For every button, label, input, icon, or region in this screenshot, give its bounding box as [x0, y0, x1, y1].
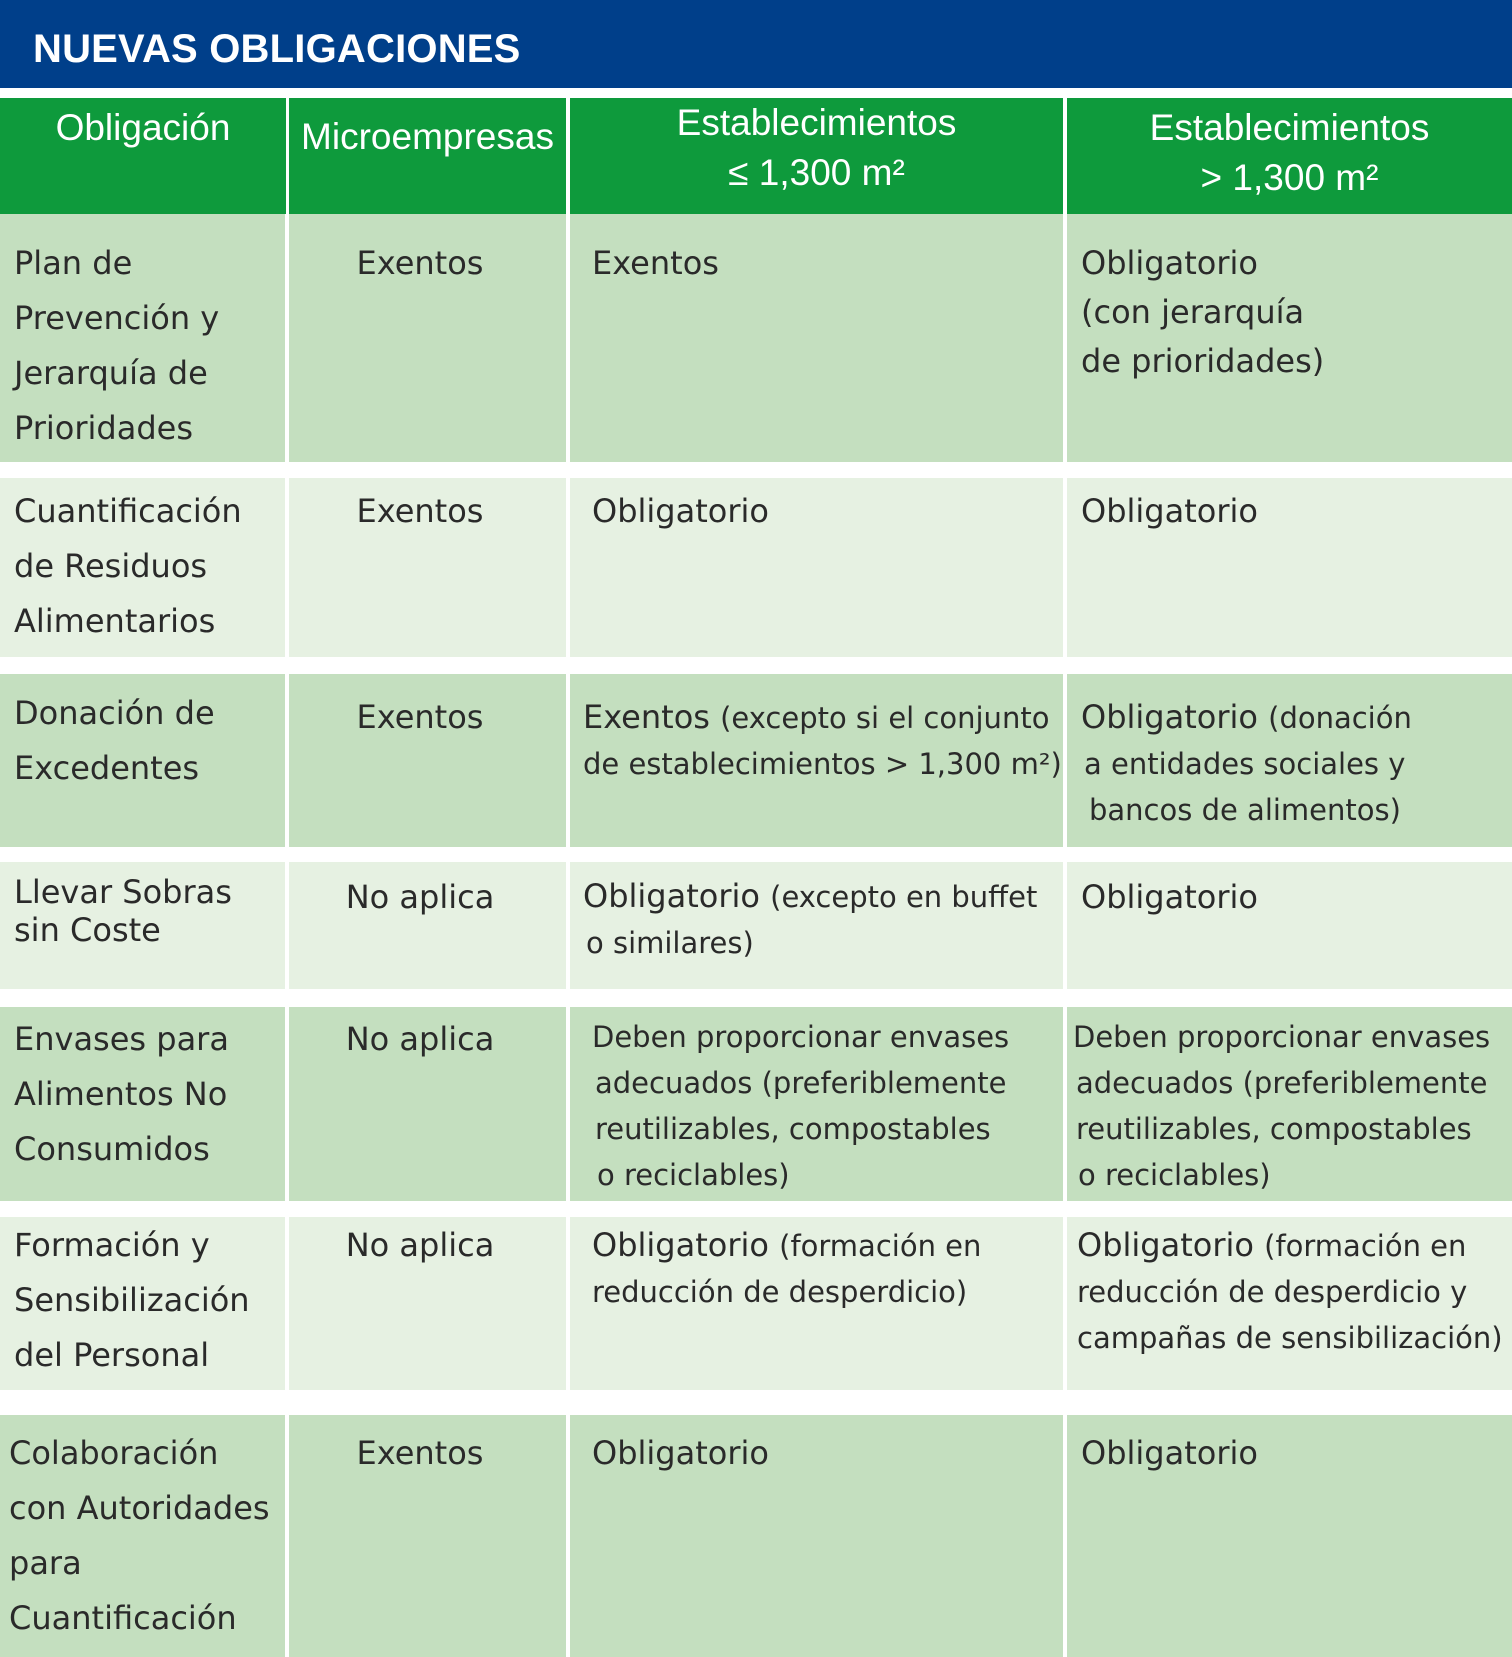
row4-small-main: Obligatorio: [583, 877, 760, 915]
row3-micro: Exentos: [356, 698, 484, 736]
row1-obligacion-line: Prevención y: [14, 299, 220, 337]
row4-large-est: Obligatorio: [1081, 878, 1258, 916]
row2-obligacion-line: de Residuos: [14, 547, 208, 585]
row3-large-detail: (donación: [1268, 701, 1412, 735]
row5-small-est: [570, 1014, 1063, 1198]
row1-large-est: [1067, 240, 1512, 384]
row5-obligacion-line: Envases para: [14, 1020, 229, 1058]
row4-obligacion: [0, 873, 285, 949]
row6-obligacion-line: del Personal: [14, 1336, 210, 1374]
row5-large-line: reutilizables, compostables: [1076, 1112, 1472, 1146]
row1-large-line: Obligatorio: [1081, 244, 1258, 282]
row3-obligacion: [0, 686, 285, 796]
row7-obligacion-line: para: [9, 1544, 82, 1582]
row5-small-line: reutilizables, compostables: [595, 1112, 991, 1146]
row5-large-line: Deben proporcionar envases: [1073, 1020, 1491, 1054]
row7-obligacion-line: Colaboración: [9, 1434, 219, 1472]
row2-small-est: Obligatorio: [592, 492, 769, 530]
row3-small-detail2: de establecimientos > 1,300 m²): [583, 747, 1062, 781]
header-microempresas: [289, 98, 566, 214]
header-obligacion: [0, 98, 286, 214]
row2-obligacion-line: Cuantificación: [14, 492, 242, 530]
row3-obligacion-line: Excedentes: [14, 749, 200, 787]
header-col4-line1: Establecimientos: [1149, 107, 1430, 148]
row6-large-detail2: reducción de desperdicio y: [1077, 1275, 1468, 1309]
header-establecimientos-large: [1067, 98, 1512, 214]
row1-large-line: (con jerarquía: [1081, 293, 1305, 331]
row5-small-line: o reciclables): [597, 1158, 790, 1192]
row2-large-est: Obligatorio: [1081, 492, 1258, 530]
header-col4-line2: > 1,300 m²: [1200, 157, 1379, 198]
row1-obligacion-line: Prioridades: [14, 409, 193, 447]
row6-large-est: [1067, 1222, 1512, 1361]
row3-large-detail3: bancos de alimentos): [1089, 793, 1401, 827]
row1-obligacion-line: Plan de: [14, 244, 133, 282]
row5-large-line: o reciclables): [1078, 1158, 1271, 1192]
row1-micro: Exentos: [356, 244, 484, 282]
row5-micro: No aplica: [345, 1020, 495, 1058]
row6-large-main: Obligatorio: [1077, 1226, 1254, 1264]
row7-large-est: Obligatorio: [1081, 1434, 1258, 1472]
header-obligacion-label: Obligación: [55, 107, 231, 148]
row2-obligacion: [0, 484, 285, 649]
row6-small-main: Obligatorio: [592, 1226, 769, 1264]
row3-large-main: Obligatorio: [1081, 698, 1258, 736]
header-establecimientos-small: [570, 98, 1063, 214]
row6-small-est: [570, 1222, 1063, 1315]
row6-obligacion: [0, 1218, 285, 1383]
row5-small-line: Deben proporcionar envases: [592, 1020, 1010, 1054]
row4-small-detail: (excepto en buffet: [770, 880, 1038, 914]
row7-small-est: Obligatorio: [592, 1434, 769, 1472]
row4-small-detail2: o similares): [586, 926, 754, 960]
row5-large-line: adecuados (preferiblemente: [1076, 1066, 1488, 1100]
header-microempresas-label: Microempresas: [301, 116, 554, 157]
header-col3-line2: ≤ 1,300 m²: [728, 152, 905, 193]
row1-obligacion-line: Jerarquía de: [14, 354, 208, 392]
row5-obligacion-line: Consumidos: [14, 1130, 210, 1168]
row5-obligacion-line: Alimentos No: [14, 1075, 228, 1113]
row6-small-detail2: reducción de desperdicio): [592, 1275, 968, 1309]
row1-small-est: Exentos: [592, 244, 719, 282]
row4-obligacion-line: Llevar Sobras: [14, 873, 232, 911]
row5-large-est: [1067, 1014, 1512, 1198]
table-title: NUEVAS OBLIGACIONES: [0, 0, 1512, 88]
row4-small-est: [570, 873, 1063, 966]
row7-obligacion-line: con Autoridades: [9, 1489, 270, 1527]
row3-obligacion-line: Donación de: [14, 694, 215, 732]
row1-obligacion: [0, 236, 285, 456]
row1-large-line: de prioridades): [1081, 342, 1325, 380]
row3-large-detail2: a entidades sociales y: [1084, 747, 1406, 781]
row6-large-detail3: campañas de sensibilización): [1077, 1321, 1503, 1355]
row5-obligacion: [0, 1012, 285, 1177]
row3-small-est: [570, 694, 1063, 787]
row3-small-detail: (excepto si el conjunto: [720, 701, 1050, 735]
row2-micro: Exentos: [356, 492, 484, 530]
row3-large-est: [1067, 694, 1512, 833]
row7-obligacion-line: Cuantificación: [9, 1599, 237, 1637]
row6-large-detail: (formación en: [1264, 1229, 1467, 1263]
header-col3-line1: Establecimientos: [676, 102, 957, 143]
row6-micro: No aplica: [345, 1226, 495, 1264]
row6-obligacion-line: Sensibilización: [14, 1281, 250, 1319]
row7-obligacion: [0, 1426, 285, 1646]
row4-micro: No aplica: [345, 878, 495, 916]
row5-small-line: adecuados (preferiblemente: [595, 1066, 1007, 1100]
row3-small-main: Exentos: [583, 698, 710, 736]
row6-obligacion-line: Formación y: [14, 1226, 210, 1264]
row4-obligacion-line: sin Coste: [14, 911, 161, 949]
row7-micro: Exentos: [356, 1434, 484, 1472]
row6-small-detail: (formación en: [779, 1229, 982, 1263]
row2-obligacion-line: Alimentarios: [14, 602, 216, 640]
